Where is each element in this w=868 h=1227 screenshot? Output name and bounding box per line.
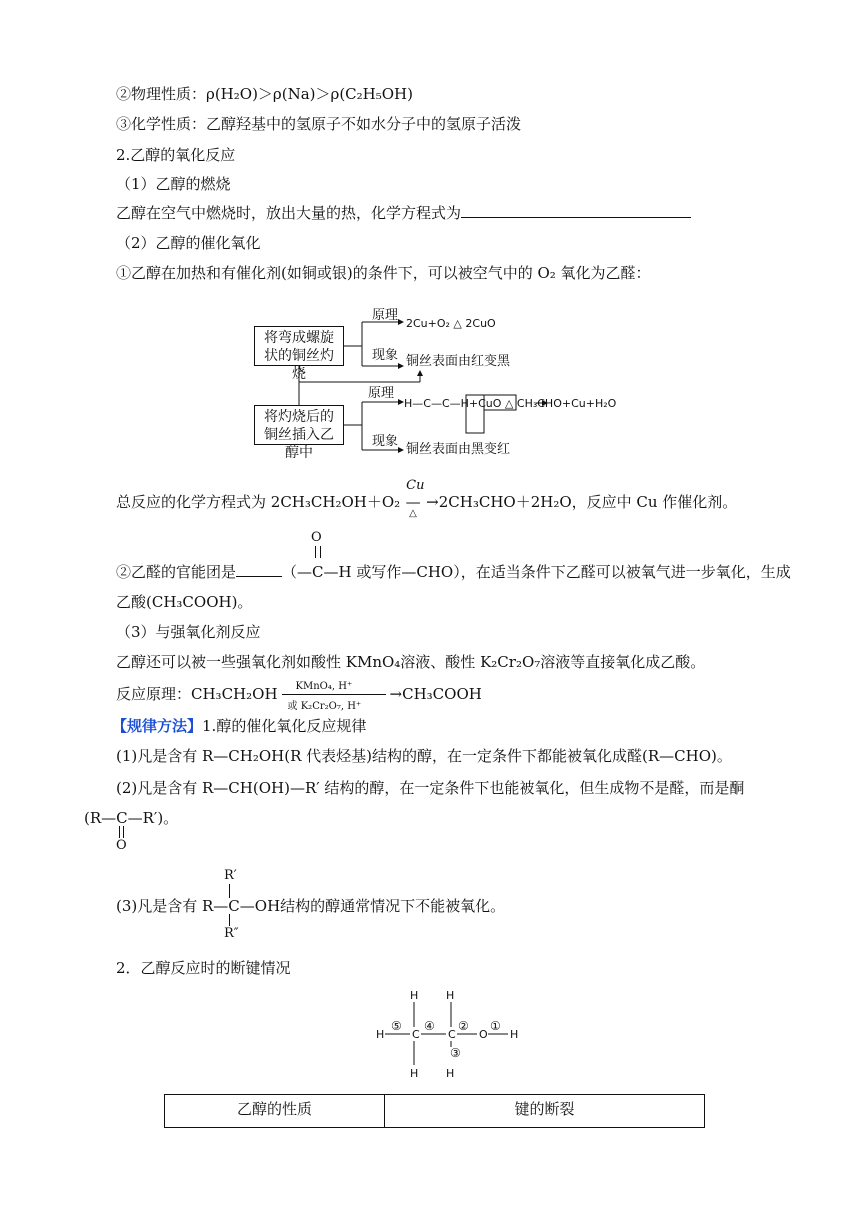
ketone-o: O bbox=[116, 838, 127, 853]
principle-rhs: →CH₃COOH bbox=[389, 685, 482, 703]
svg-text:H: H bbox=[446, 1067, 455, 1080]
arrow-bottom-label: 或 K₂Cr₂O₇, H⁺ bbox=[287, 701, 362, 712]
aldehyde-blank bbox=[236, 562, 282, 577]
svg-text:②: ② bbox=[458, 1019, 469, 1033]
line-rule-1: (1)凡是含有 R—CH₂OH(R 代表烃基)结构的醇，在一定条件下都能被氧化成醛(R—CHO)。 bbox=[116, 747, 732, 765]
svg-text:H: H bbox=[510, 1028, 519, 1041]
rule-3-text: 结构的醇通常情况下不能被氧化。 bbox=[280, 897, 506, 915]
tertiary-r2: R″ bbox=[224, 926, 239, 941]
line-rule-2: (2)凡是含有 R—CH(OH)—R′ 结构的醇，在一定条件下也能被氧化，但生成物不是醛，而是酮 bbox=[116, 779, 745, 797]
svg-text:H: H bbox=[410, 1067, 419, 1080]
aldehyde-text: ②乙醛的官能团是 bbox=[116, 563, 237, 581]
line-ketone: (R—C—R′)。 bbox=[84, 809, 179, 827]
aldehyde-text-cont: （—C—H 或写作—CHO），在适当条件下乙醛可以被氧气进一步氧化，生成 bbox=[282, 563, 791, 581]
ethanol-structure bbox=[370, 985, 540, 1085]
table-header-bond: 键的断裂 bbox=[385, 1095, 705, 1128]
svg-text:⑤: ⑤ bbox=[391, 1019, 402, 1033]
svg-text:③: ③ bbox=[450, 1046, 461, 1060]
total-reaction-rhs: →2CH₃CHO＋2H₂O，反应中 Cu 作催化剂。 bbox=[426, 493, 738, 511]
line-reaction-principle bbox=[116, 681, 482, 712]
line-acetic-acid: 乙酸(CH₃COOH)。 bbox=[116, 593, 253, 611]
svg-text:H: H bbox=[446, 989, 455, 1002]
total-reaction-lhs: 总反应的化学方程式为 2CH₃CH₂OH＋O₂ bbox=[116, 493, 401, 511]
svg-text:H: H bbox=[376, 1028, 385, 1041]
rule-3-structure: (3)凡是含有 R—C—OH bbox=[116, 897, 281, 915]
flow-diagram-lines bbox=[0, 0, 868, 500]
rule-heading: 1.醇的催化氧化反应规律 bbox=[202, 717, 367, 735]
subsection-catalytic: （2）乙醇的催化氧化 bbox=[116, 234, 261, 252]
line-strong-oxidant: 乙醇还可以被一些强氧化剂如酸性 KMnO₄溶液、酸性 K₂Cr₂O₇溶液等直接氧化成乙酸。 bbox=[116, 653, 706, 671]
line-physical-property: ②物理性质：ρ(H₂O)＞ρ(Na)＞ρ(C₂H₅OH) bbox=[116, 85, 413, 103]
table-header-row bbox=[165, 1095, 705, 1128]
flow-box-2: 将灼烧后的铜丝插入乙醇中 bbox=[254, 405, 344, 445]
combustion-text: 乙醇在空气中燃烧时，放出大量的热，化学方程式为 bbox=[116, 204, 462, 222]
aldehyde-double-bond bbox=[315, 546, 321, 558]
observation-2: 铜丝表面由黑变红 bbox=[406, 442, 511, 457]
label-yuanli-1: 原理 bbox=[372, 308, 399, 323]
line-chemical-property: ③化学性质：乙醇羟基中的氢原子不如水分子中的氢原子活泼 bbox=[116, 115, 522, 133]
svg-text:①: ① bbox=[490, 1019, 501, 1033]
arrow-cu: Cu bbox=[406, 478, 425, 493]
line-aldehyde-group bbox=[116, 562, 791, 582]
line-total-reaction bbox=[116, 478, 738, 519]
label-xianxiang-1: 现象 bbox=[372, 348, 399, 363]
principle-lhs: 反应原理：CH₃CH₂OH bbox=[116, 685, 278, 703]
bond-breaking-table bbox=[164, 1094, 705, 1128]
section-oxidation: 2.乙醇的氧化反应 bbox=[116, 146, 236, 164]
svg-text:O: O bbox=[479, 1028, 488, 1041]
line-rule-3 bbox=[116, 896, 505, 916]
subsection-combustion: （1）乙醇的燃烧 bbox=[116, 175, 231, 193]
equation-ethanol-cuo: H—C—C—H+CuO △ CH₃CHO+Cu+H₂O bbox=[404, 397, 617, 410]
subsection-strong-oxidant: （3）与强氧化剂反应 bbox=[116, 623, 261, 641]
svg-text:H: H bbox=[410, 989, 419, 1002]
arrow-top-label: KMnO₄, H⁺ bbox=[295, 681, 353, 692]
tertiary-r1: R′ bbox=[224, 868, 237, 883]
observation-1: 铜丝表面由红变黑 bbox=[406, 354, 511, 369]
svg-text:④: ④ bbox=[424, 1019, 435, 1033]
arrow-triangle: △ bbox=[409, 508, 417, 519]
reaction-arrow: Cu — △ bbox=[400, 492, 426, 512]
rule-tag: 【规律方法】 bbox=[112, 717, 203, 735]
aldehyde-o: O bbox=[311, 530, 322, 545]
line-rule-heading bbox=[112, 716, 366, 736]
principle-arrow bbox=[278, 681, 390, 712]
equation-cu-o2: 2Cu+O₂ △ 2CuO bbox=[406, 317, 496, 330]
svg-text:C: C bbox=[448, 1028, 456, 1041]
section-bond-breaking: 2．乙醇反应时的断键情况 bbox=[116, 959, 291, 977]
label-yuanli-2: 原理 bbox=[368, 386, 395, 401]
line-catalytic-intro: ①乙醇在加热和有催化剂(如铜或银)的条件下，可以被空气中的 O₂ 氧化为乙醛： bbox=[116, 264, 651, 282]
svg-text:C: C bbox=[412, 1028, 420, 1041]
label-xianxiang-2: 现象 bbox=[372, 434, 399, 449]
table-header-property: 乙醇的性质 bbox=[165, 1095, 385, 1128]
flow-box-1: 将弯成螺旋状的铜丝灼烧 bbox=[254, 326, 344, 366]
